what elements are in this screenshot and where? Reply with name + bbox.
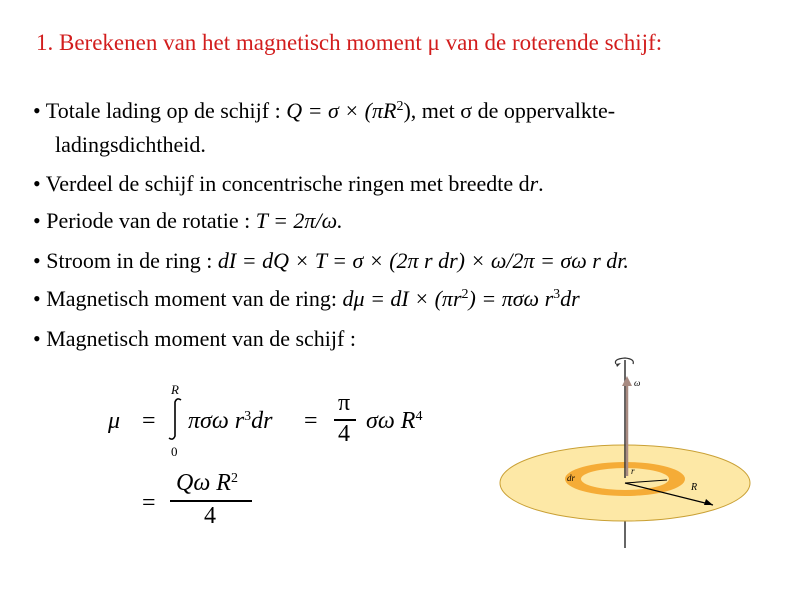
period: .	[538, 171, 544, 196]
bullet-text: • Magnetisch moment van de ring:	[33, 286, 343, 311]
ring-moment-formula-a: dμ = dI × (πr	[342, 286, 462, 311]
superscript: 2	[230, 471, 238, 486]
fraction-bar	[170, 500, 252, 502]
mu-text: μ	[108, 408, 121, 434]
fraction-denominator: 4	[338, 421, 350, 447]
superscript: 4	[415, 409, 423, 424]
fraction-numerator	[176, 470, 238, 497]
ring-moment-formula-c: dr	[560, 286, 580, 311]
dr-label: dr	[567, 473, 576, 483]
bullet-disk-moment	[33, 326, 356, 352]
bullet-current	[33, 248, 629, 274]
result-term	[366, 408, 422, 435]
result-term-text: σω R	[366, 408, 416, 434]
superscript: 3	[244, 409, 252, 424]
bullet-text: • Stroom in de ring :	[33, 248, 218, 273]
equals-sign: =	[142, 408, 156, 434]
fraction-bar	[334, 419, 356, 421]
bullet-text: • Periode van de rotatie :	[33, 208, 256, 233]
superscript: 2	[461, 287, 469, 302]
bullet-text: • Magnetisch moment van de schijf :	[33, 326, 356, 351]
integral-upper-limit: R	[171, 382, 179, 397]
integrand-b: dr	[251, 408, 273, 434]
mu-symbol	[108, 408, 120, 435]
integral-lower-limit: 0	[171, 444, 178, 459]
integrand-a: πσω r	[188, 408, 245, 434]
R-label: R	[691, 482, 698, 493]
bullet-rings	[33, 171, 544, 197]
bullet-total-charge	[33, 98, 615, 124]
equals-sign: =	[142, 490, 156, 516]
ring-moment-formula-b: ) = πσω r	[468, 286, 554, 311]
bullet-ring-moment	[33, 286, 580, 312]
fraction-numerator: π	[338, 390, 351, 416]
bullet-text-tail: ), met σ de oppervalkte-	[403, 98, 616, 123]
variable-r: r	[529, 171, 539, 196]
superscript: 2	[396, 99, 404, 114]
current-formula: dI = dQ × T = σ × (2π r dr) × ω/2π = σω r dr.	[217, 248, 629, 273]
omega-arrowhead-icon	[622, 376, 632, 386]
omega-label: ω	[634, 378, 641, 388]
superscript: 3	[553, 287, 561, 302]
equals-sign: =	[304, 408, 318, 434]
integral-sign	[166, 396, 186, 442]
bullet-text: • Totale lading op de schijf :	[33, 98, 287, 123]
rotating-disk-figure	[495, 350, 765, 555]
integrand	[188, 408, 273, 435]
charge-formula: Q = σ × (πR	[286, 98, 397, 123]
numerator-text: Qω R	[176, 470, 231, 496]
r-label: r	[631, 466, 635, 476]
fraction-denominator: 4	[204, 503, 216, 529]
slide-title: 1. Berekenen van het magnetisch moment μ van de roterende schijf:	[36, 30, 663, 55]
continuation-text: ladingsdichtheid.	[55, 132, 206, 157]
bullet-text: • Verdeel de schijf in concentrische ringen met breedte d	[33, 171, 530, 196]
rotation-arrowhead-icon	[616, 363, 621, 367]
bullet-period	[33, 208, 343, 234]
period-formula: T = 2π/ω.	[255, 208, 343, 233]
bullet-continuation	[33, 132, 206, 158]
